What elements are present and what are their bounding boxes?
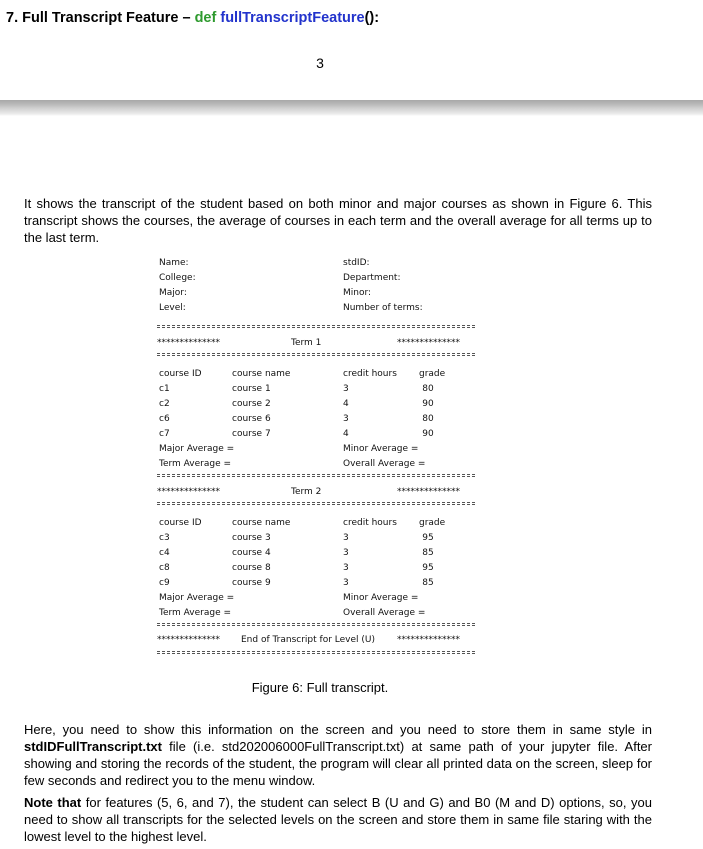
section-number: 7.	[6, 10, 19, 26]
credit-hours-cell: 3	[343, 384, 349, 394]
filename-bold: stdIDFullTranscript.txt	[24, 739, 162, 754]
intro-paragraph: It shows the transcript of the student based on both minor and major courses as shown in Figure 6. This transcript shows the courses, the average of courses in each term and the overall average for all terms up to the last term.	[24, 196, 652, 245]
course-id-cell: c2	[159, 399, 170, 409]
separator-rule	[157, 474, 475, 477]
grade-cell: 90	[422, 429, 434, 439]
def-keyword: def	[194, 10, 217, 26]
col-grade: grade	[419, 518, 446, 528]
stars-left: **************	[157, 338, 220, 348]
separator-rule	[157, 623, 475, 626]
credit-hours-cell: 3	[343, 533, 349, 543]
course-id-cell: c8	[159, 563, 170, 573]
course-id-cell: c6	[159, 414, 170, 424]
course-id-cell: c9	[159, 578, 170, 588]
major-average-label: Major Average =	[159, 444, 235, 454]
page-break-divider	[0, 100, 703, 116]
stars-left: **************	[157, 487, 220, 497]
note-paragraph	[24, 794, 652, 845]
grade-cell: 80	[422, 384, 434, 394]
course-name-cell: course 3	[232, 533, 271, 543]
function-params: ():	[364, 10, 380, 26]
course-id-cell: c3	[159, 533, 170, 543]
minor-label: Minor:	[343, 288, 372, 298]
department-label: Department:	[343, 273, 401, 283]
name-label: Name:	[159, 258, 189, 268]
stars-right: **************	[397, 338, 460, 348]
course-name-cell: course 4	[232, 548, 271, 558]
function-name: fullTranscriptFeature	[220, 10, 365, 26]
major-average-label: Major Average =	[159, 593, 235, 603]
separator-rule	[157, 651, 475, 654]
col-credit-hours: credit hours	[343, 369, 397, 379]
storage-text-after: file (i.e. std202006000FullTranscript.txt) at same path of your jupyter file. After showing and storing the records of the student, the program will clear all printed data on the screen, sleep for few seconds and redirect you to the menu window.	[24, 739, 652, 788]
figure-caption: Figure 6: Full transcript.	[251, 680, 389, 695]
grade-cell: 85	[422, 548, 434, 558]
term-average-label: Term Average =	[159, 459, 232, 469]
major-label: Major:	[159, 288, 187, 298]
term-average-label: Term Average =	[159, 608, 232, 618]
col-credit-hours: credit hours	[343, 518, 397, 528]
overall-average-label: Overall Average =	[343, 608, 426, 618]
credit-hours-cell: 4	[343, 429, 349, 439]
course-name-cell: course 8	[232, 563, 271, 573]
separator-rule	[157, 353, 475, 356]
term-label: Term 2	[291, 487, 322, 497]
course-id-cell: c7	[159, 429, 170, 439]
col-course-name: course name	[232, 369, 291, 379]
col-course-id: course ID	[159, 369, 202, 379]
grade-cell: 95	[422, 563, 434, 573]
credit-hours-cell: 3	[343, 414, 349, 424]
course-name-cell: course 9	[232, 578, 271, 588]
credit-hours-cell: 3	[343, 563, 349, 573]
std-id-label: stdID:	[343, 258, 370, 268]
page-number: 3	[316, 55, 324, 71]
note-text: for features (5, 6, and 7), the student can select B (U and G) and B0 (M and D) options, so, you need to show all transcripts for the selected levels on the screen and store them in same file staring with the lowest level to the highest level.	[24, 795, 652, 844]
section-title: Full Transcript Feature –	[22, 10, 191, 26]
section-heading	[6, 10, 379, 26]
transcript-figure	[155, 258, 477, 665]
college-label: College:	[159, 273, 196, 283]
stars-left: **************	[157, 635, 220, 645]
grade-cell: 95	[422, 533, 434, 543]
separator-rule	[157, 325, 475, 328]
minor-average-label: Minor Average =	[343, 593, 419, 603]
course-name-cell: course 2	[232, 399, 271, 409]
course-id-cell: c1	[159, 384, 170, 394]
course-name-cell: course 7	[232, 429, 271, 439]
storage-paragraph	[24, 721, 652, 789]
course-id-cell: c4	[159, 548, 170, 558]
separator-rule	[157, 502, 475, 505]
col-course-id: course ID	[159, 518, 202, 528]
credit-hours-cell: 4	[343, 399, 349, 409]
grade-cell: 80	[422, 414, 434, 424]
stars-right: **************	[397, 487, 460, 497]
grade-cell: 90	[422, 399, 434, 409]
course-name-cell: course 6	[232, 414, 271, 424]
note-bold: Note that	[24, 795, 82, 810]
minor-average-label: Minor Average =	[343, 444, 419, 454]
grade-cell: 85	[422, 578, 434, 588]
end-of-transcript-label: End of Transcript for Level (U)	[241, 635, 375, 645]
col-grade: grade	[419, 369, 446, 379]
col-course-name: course name	[232, 518, 291, 528]
course-name-cell: course 1	[232, 384, 271, 394]
number-of-terms-label: Number of terms:	[343, 303, 423, 313]
stars-right: **************	[397, 635, 460, 645]
overall-average-label: Overall Average =	[343, 459, 426, 469]
credit-hours-cell: 3	[343, 578, 349, 588]
credit-hours-cell: 3	[343, 548, 349, 558]
term-label: Term 1	[291, 338, 322, 348]
level-label: Level:	[159, 303, 186, 313]
storage-text-before: Here, you need to show this information on the screen and you need to store them in same style in	[24, 722, 652, 737]
